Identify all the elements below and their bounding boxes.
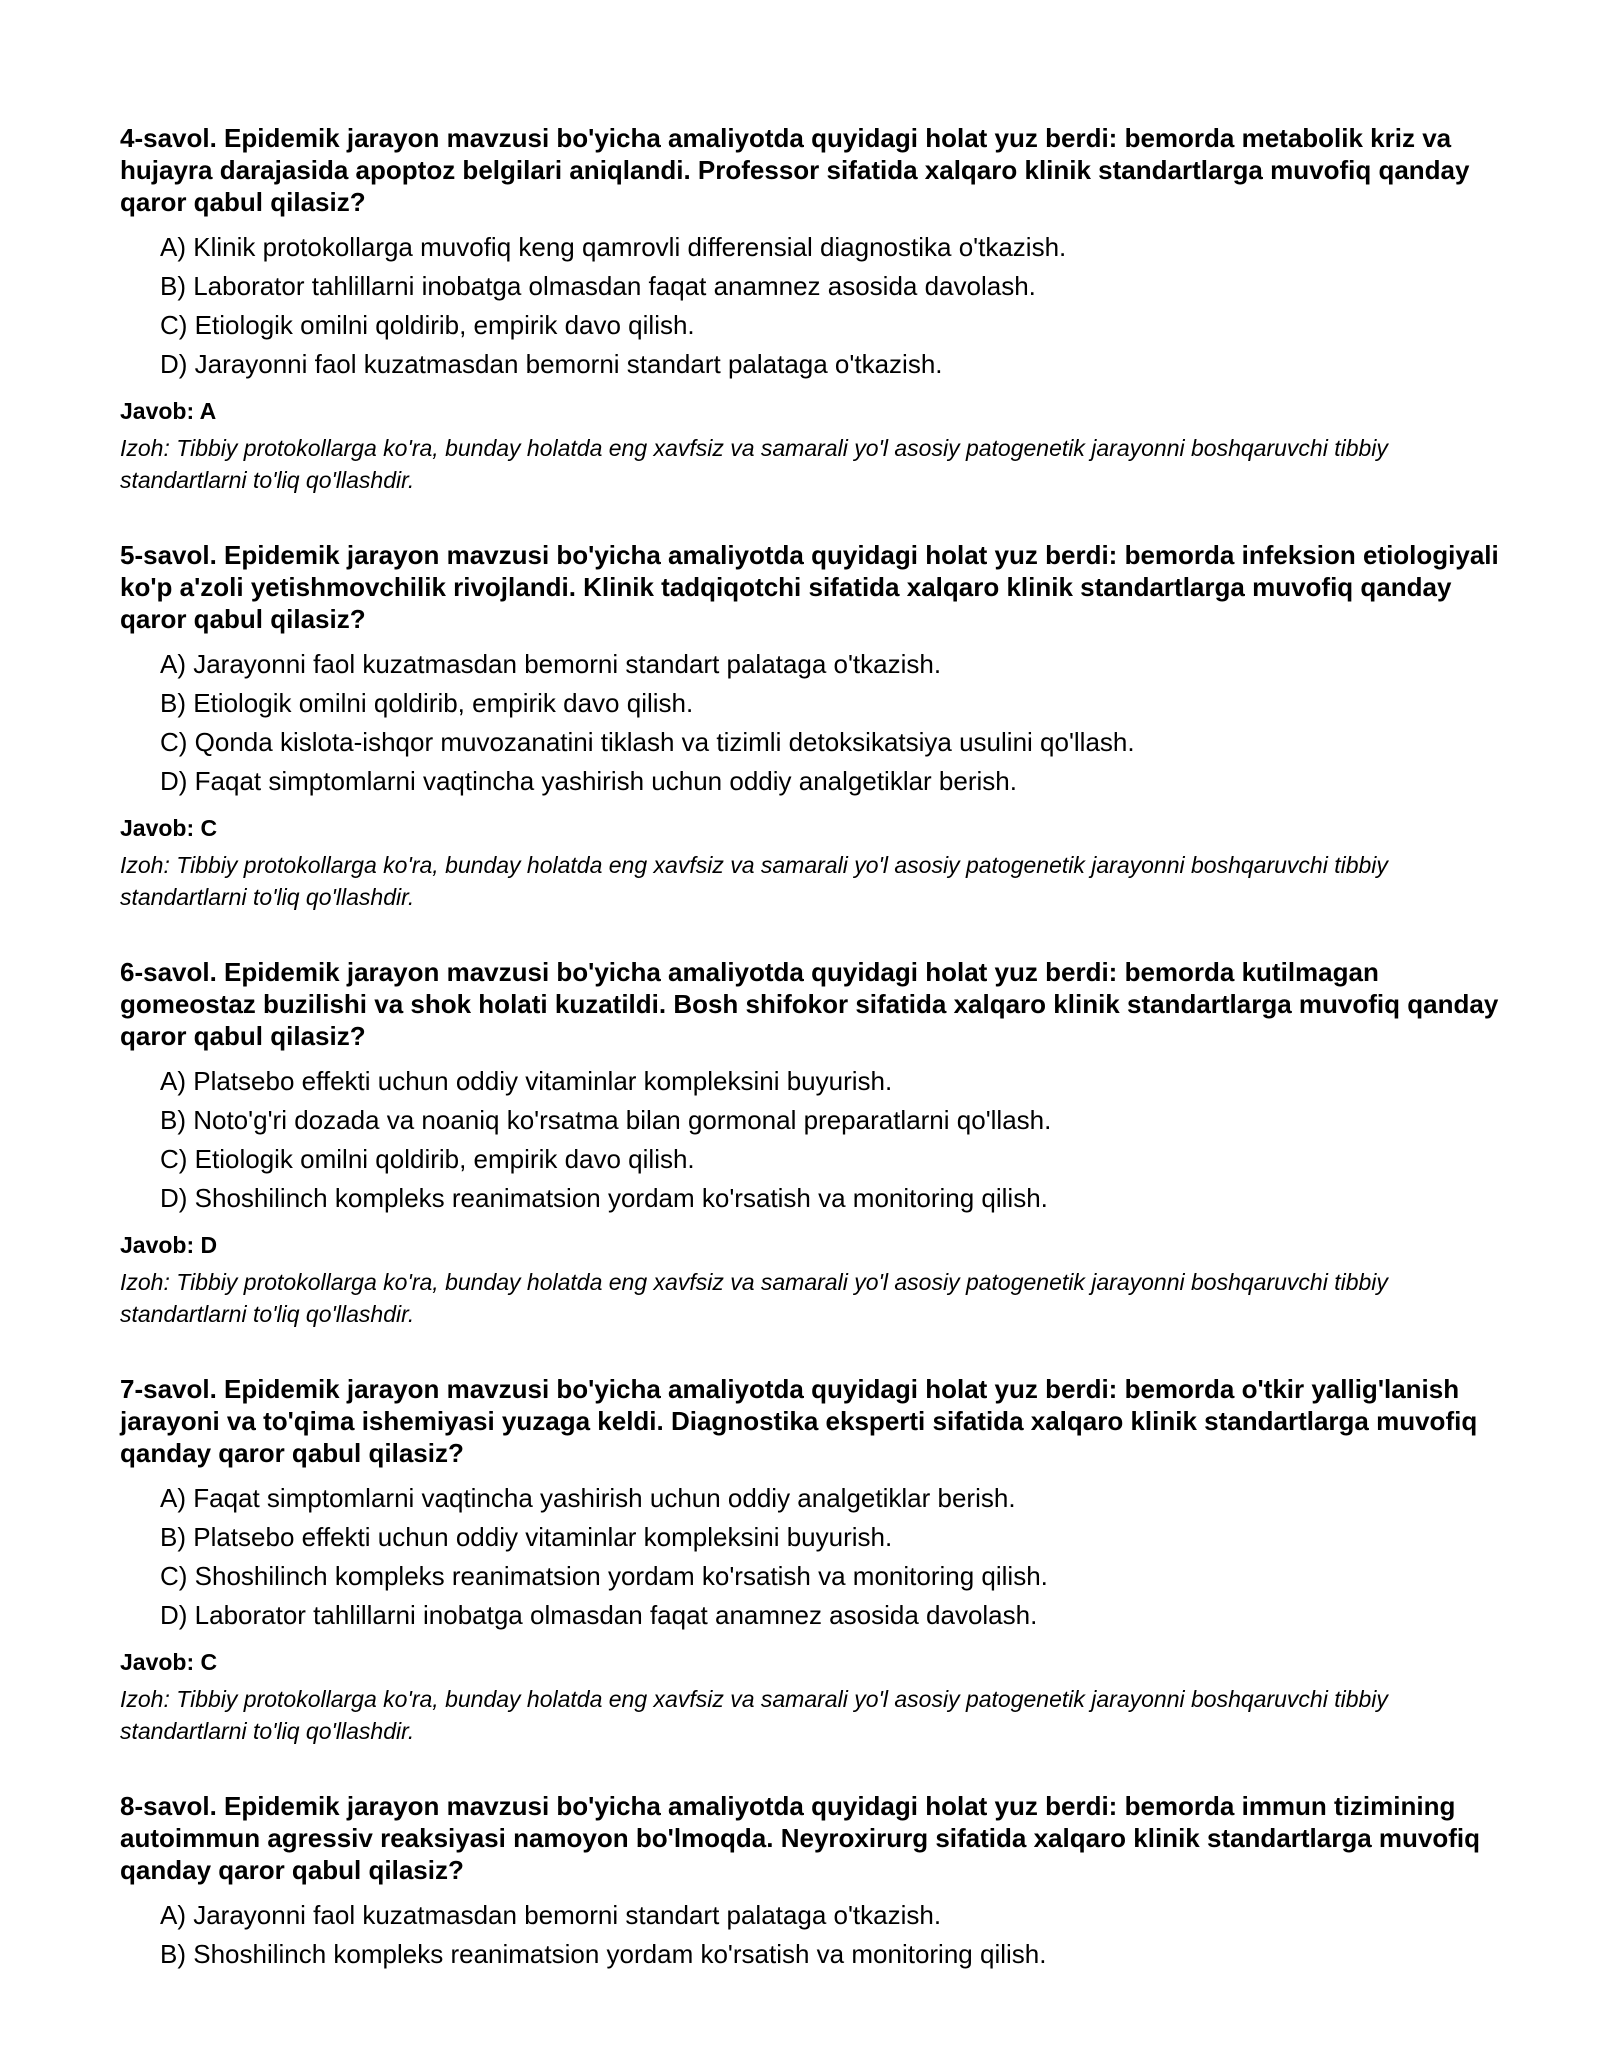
option-b: B) Shoshilinch kompleks reanimatsion yordam ko'rsatish va monitoring qilish. bbox=[160, 1939, 1047, 1969]
question-title: 7-savol. Epidemik jarayon mavzusi bo'yicha amaliyotda quyidagi holat yuz berdi: bemorda o'tkir yallig'lanish jarayoni va to'qima ishemiyasi yuzaga keldi. Diagnostika eksperti sifatida xalqaro klinik standartlarga muvofiq qanday qaror qabul qilasiz? bbox=[120, 1374, 1478, 1468]
question-title: 6-savol. Epidemik jarayon mavzusi bo'yicha amaliyotda quyidagi holat yuz berdi: bemorda kutilmagan gomeostaz buzilishi va shok holati kuzatildi. Bosh shifokor sifatida xalqaro klinik standartlarga muvofiq qanday qaror qabul qilasiz? bbox=[120, 957, 1499, 1051]
option-list bbox=[120, 1479, 1500, 1635]
explanation-note: Izoh: Tibbiy protokollarga ko'ra, bunday holatda eng xavfsiz va samarali yo'l asosiy patogenetik jarayonni boshqaruvchi tibbiy standartlarni to'liq qo'llashdir. bbox=[120, 852, 1388, 910]
question-item bbox=[120, 539, 1500, 913]
option-a: A) Jarayonni faol kuzatmasdan bemorni standart palataga o'tkazish. bbox=[160, 1900, 942, 1930]
question-item bbox=[120, 1373, 1500, 1747]
option-list bbox=[120, 228, 1500, 384]
question-item bbox=[120, 956, 1500, 1330]
option-a: A) Klinik protokollarga muvofiq keng qamrovli differensial diagnostika o'tkazish. bbox=[160, 232, 1067, 262]
option-list bbox=[120, 1062, 1500, 1218]
option-d: D) Faqat simptomlarni vaqtincha yashirish uchun oddiy analgetiklar berish. bbox=[160, 766, 1017, 796]
option-list bbox=[120, 645, 1500, 801]
option-list bbox=[120, 1896, 1500, 1974]
question-title: 4-savol. Epidemik jarayon mavzusi bo'yicha amaliyotda quyidagi holat yuz berdi: bemorda metabolik kriz va hujayra darajasida apoptoz belgilari aniqlandi. Professor sifatida xalqaro klinik standartlarga muvofiq qanday qaror qabul qilasiz? bbox=[120, 123, 1470, 217]
option-c: C) Shoshilinch kompleks reanimatsion yordam ko'rsatish va monitoring qilish. bbox=[160, 1561, 1048, 1591]
explanation-note: Izoh: Tibbiy protokollarga ko'ra, bunday holatda eng xavfsiz va samarali yo'l asosiy patogenetik jarayonni boshqaruvchi tibbiy standartlarni to'liq qo'llashdir. bbox=[120, 435, 1388, 493]
option-a: A) Platsebo effekti uchun oddiy vitaminlar kompleksini buyurish. bbox=[160, 1066, 893, 1096]
explanation-note: Izoh: Tibbiy protokollarga ko'ra, bunday holatda eng xavfsiz va samarali yo'l asosiy patogenetik jarayonni boshqaruvchi tibbiy standartlarni to'liq qo'llashdir. bbox=[120, 1269, 1388, 1327]
option-a: A) Faqat simptomlarni vaqtincha yashirish uchun oddiy analgetiklar berish. bbox=[160, 1483, 1016, 1513]
question-list bbox=[120, 122, 1500, 2017]
option-d: D) Laborator tahlillarni inobatga olmasdan faqat anamnez asosida davolash. bbox=[160, 1600, 1038, 1630]
option-c: C) Etiologik omilni qoldirib, empirik davo qilish. bbox=[160, 310, 695, 340]
option-a: A) Jarayonni faol kuzatmasdan bemorni standart palataga o'tkazish. bbox=[160, 649, 942, 679]
option-d: D) Shoshilinch kompleks reanimatsion yordam ko'rsatish va monitoring qilish. bbox=[160, 1183, 1048, 1213]
option-b: B) Laborator tahlillarni inobatga olmasdan faqat anamnez asosida davolash. bbox=[160, 271, 1036, 301]
option-b: B) Platsebo effekti uchun oddiy vitaminlar kompleksini buyurish. bbox=[160, 1522, 893, 1552]
answer-label: Javob: D bbox=[120, 1232, 218, 1258]
question-title: 8-savol. Epidemik jarayon mavzusi bo'yicha amaliyotda quyidagi holat yuz berdi: bemorda immun tizimining autoimmun agressiv reaksiyasi namoyon bo'lmoqda. Neyroxirurg sifatida xalqaro klinik standartlarga muvofiq qanday qaror qabul qilasiz? bbox=[120, 1791, 1481, 1885]
option-c: C) Qonda kislota-ishqor muvozanatini tiklash va tizimli detoksikatsiya usulini qo'llash. bbox=[160, 727, 1135, 757]
answer-label: Javob: A bbox=[120, 398, 217, 424]
question-title: 5-savol. Epidemik jarayon mavzusi bo'yicha amaliyotda quyidagi holat yuz berdi: bemorda infeksion etiologiyali ko'p a'zoli yetishmovchilik rivojlandi. Klinik tadqiqotchi sifatida xalqaro klinik standartlarga muvofiq qanday qaror qabul qilasiz? bbox=[120, 540, 1499, 634]
question-item bbox=[120, 1790, 1500, 1974]
answer-label: Javob: C bbox=[120, 815, 218, 841]
explanation-note: Izoh: Tibbiy protokollarga ko'ra, bunday holatda eng xavfsiz va samarali yo'l asosiy patogenetik jarayonni boshqaruvchi tibbiy standartlarni to'liq qo'llashdir. bbox=[120, 1686, 1388, 1744]
answer-label: Javob: C bbox=[120, 1649, 218, 1675]
option-c: C) Etiologik omilni qoldirib, empirik davo qilish. bbox=[160, 1144, 695, 1174]
option-b: B) Etiologik omilni qoldirib, empirik davo qilish. bbox=[160, 688, 694, 718]
question-item bbox=[120, 122, 1500, 496]
option-b: B) Noto'g'ri dozada va noaniq ko'rsatma bilan gormonal preparatlarni qo'llash. bbox=[160, 1105, 1052, 1135]
option-d: D) Jarayonni faol kuzatmasdan bemorni standart palataga o'tkazish. bbox=[160, 349, 943, 379]
